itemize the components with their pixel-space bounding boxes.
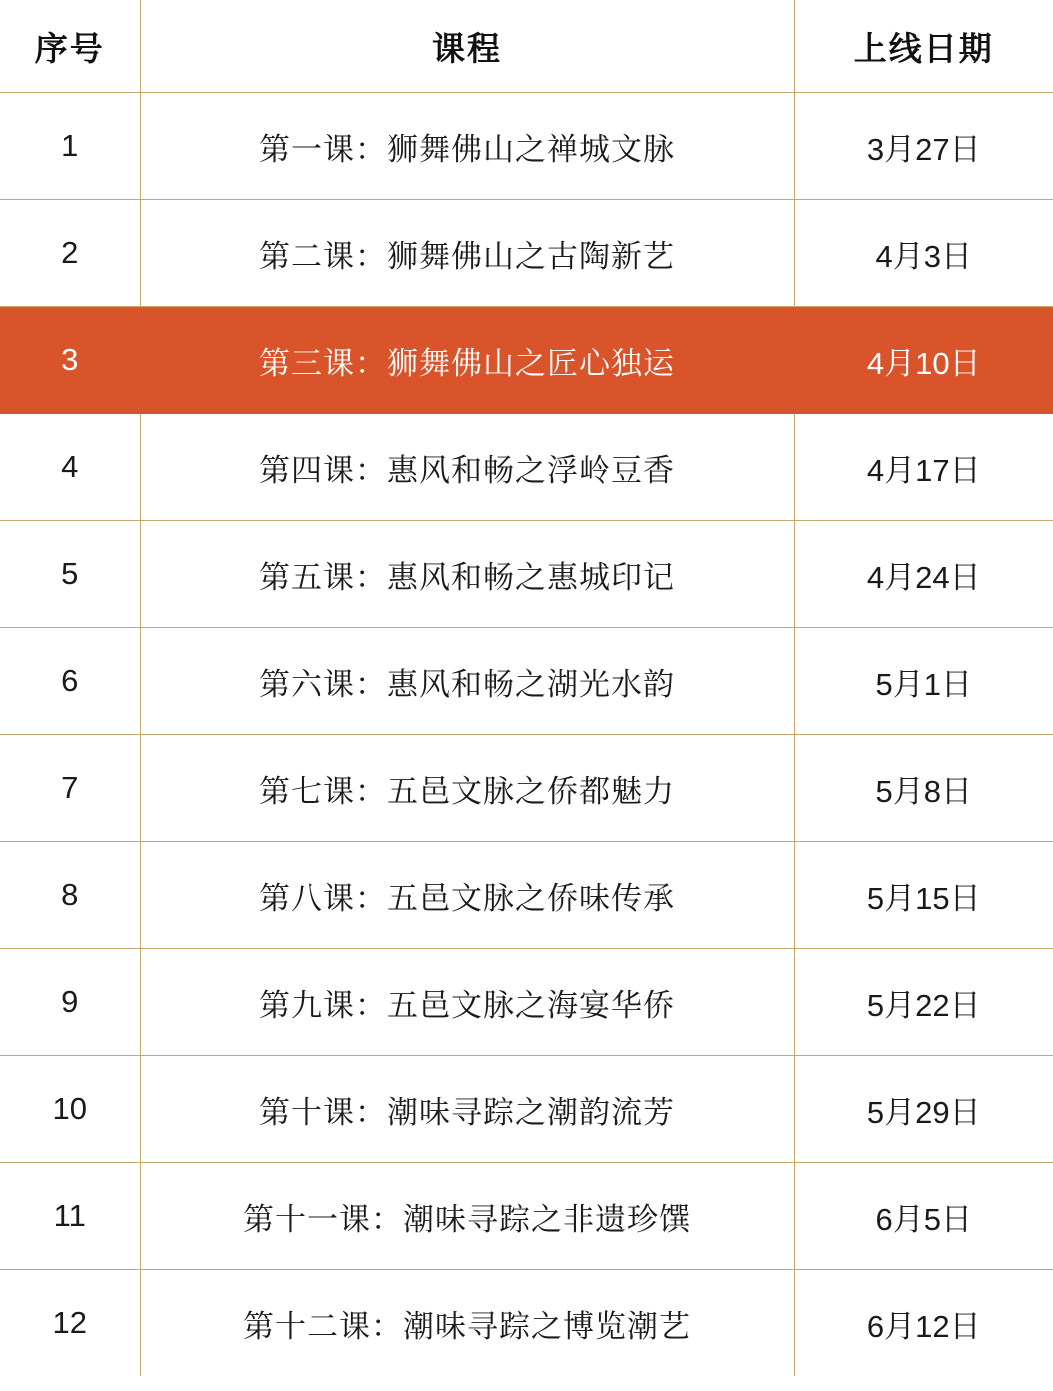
cell-date: 4月10日 [794,307,1053,414]
cell-course: 第十二课：潮味寻踪之博览潮艺 [140,1270,794,1377]
cell-index: 10 [0,1056,140,1163]
cell-course: 第二课：狮舞佛山之古陶新艺 [140,200,794,307]
cell-date: 4月17日 [794,414,1053,521]
cell-course: 第四课：惠风和畅之浮岭豆香 [140,414,794,521]
cell-course: 第八课：五邑文脉之侨味传承 [140,842,794,949]
table-row [0,735,1053,842]
cell-index: 1 [0,93,140,200]
table-header [0,0,1053,93]
cell-date: 4月3日 [794,200,1053,307]
cell-index: 11 [0,1163,140,1270]
cell-course: 第十课：潮味寻踪之潮韵流芳 [140,1056,794,1163]
cell-course: 第九课：五邑文脉之海宴华侨 [140,949,794,1056]
cell-index: 2 [0,200,140,307]
cell-date: 5月1日 [794,628,1053,735]
column-header-index: 序号 [0,0,140,93]
table-row [0,414,1053,521]
cell-course: 第五课：惠风和畅之惠城印记 [140,521,794,628]
table-row [0,1163,1053,1270]
table-row-highlighted [0,307,1053,414]
table-row [0,628,1053,735]
cell-index: 12 [0,1270,140,1377]
cell-date: 5月22日 [794,949,1053,1056]
cell-course: 第六课：惠风和畅之湖光水韵 [140,628,794,735]
cell-course: 第七课：五邑文脉之侨都魅力 [140,735,794,842]
table-row [0,1270,1053,1377]
cell-index: 8 [0,842,140,949]
cell-date: 5月15日 [794,842,1053,949]
cell-index: 9 [0,949,140,1056]
table-header-row [0,0,1053,93]
cell-date: 4月24日 [794,521,1053,628]
cell-index: 4 [0,414,140,521]
table-row [0,949,1053,1056]
cell-index: 7 [0,735,140,842]
cell-index: 6 [0,628,140,735]
cell-date: 6月12日 [794,1270,1053,1377]
cell-date: 5月29日 [794,1056,1053,1163]
cell-course: 第十一课：潮味寻踪之非遗珍馔 [140,1163,794,1270]
table-row [0,521,1053,628]
cell-date: 6月5日 [794,1163,1053,1270]
cell-index: 3 [0,307,140,414]
cell-date: 5月8日 [794,735,1053,842]
table-row [0,1056,1053,1163]
cell-course: 第一课：狮舞佛山之禅城文脉 [140,93,794,200]
column-header-date: 上线日期 [794,0,1053,93]
table-row [0,93,1053,200]
column-header-course: 课程 [140,0,794,93]
table-row [0,200,1053,307]
cell-course: 第三课：狮舞佛山之匠心独运 [140,307,794,414]
table-row [0,842,1053,949]
table-body [0,93,1053,1377]
cell-index: 5 [0,521,140,628]
cell-date: 3月27日 [794,93,1053,200]
